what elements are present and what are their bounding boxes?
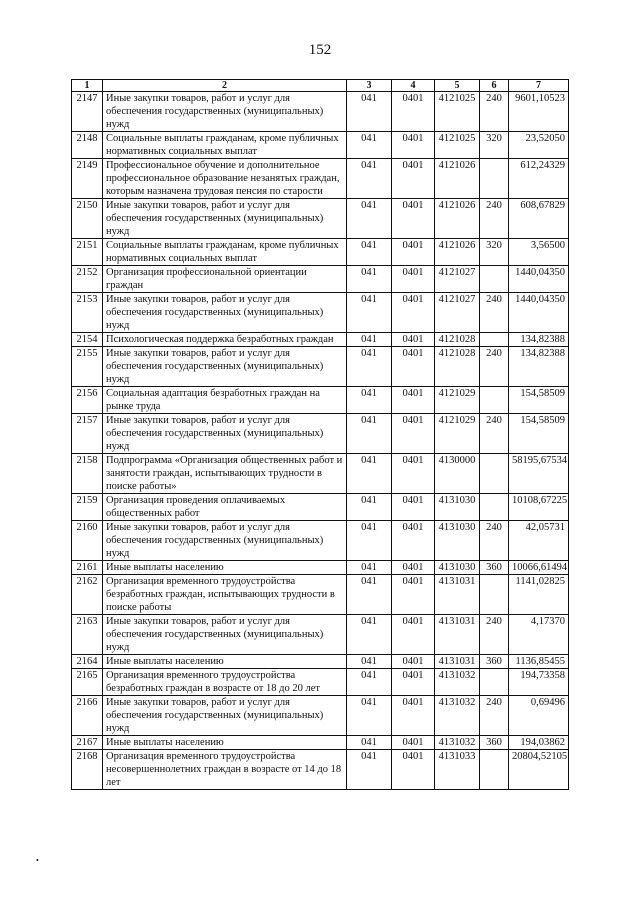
expense-type-cell: 360 xyxy=(480,561,509,575)
section-code-cell: 0401 xyxy=(392,575,435,615)
section-code-cell: 0401 xyxy=(392,696,435,736)
ministry-code-cell: 041 xyxy=(347,387,392,414)
amount-cell: 23,52050 xyxy=(509,132,569,159)
section-code-cell: 0401 xyxy=(392,333,435,347)
item-name-cell: Иные выплаты населению xyxy=(103,736,347,750)
table-row xyxy=(72,387,569,414)
item-name-cell: Социальная адаптация безработных граждан на рынке труда xyxy=(103,387,347,414)
column-header: 6 xyxy=(480,80,509,92)
table-body xyxy=(72,92,569,790)
expense-type-cell xyxy=(480,454,509,494)
target-code-cell: 4121029 xyxy=(435,387,480,414)
ministry-code-cell: 041 xyxy=(347,333,392,347)
amount-cell: 194,73358 xyxy=(509,669,569,696)
amount-cell: 154,58509 xyxy=(509,387,569,414)
table-row xyxy=(72,575,569,615)
item-name-cell: Организация проведения оплачиваемых общественных работ xyxy=(103,494,347,521)
target-code-cell: 4130000 xyxy=(435,454,480,494)
expense-type-cell xyxy=(480,750,509,790)
amount-cell: 612,24329 xyxy=(509,159,569,199)
table-row xyxy=(72,132,569,159)
ministry-code-cell: 041 xyxy=(347,494,392,521)
row-number-cell: 2156 xyxy=(72,387,103,414)
section-code-cell: 0401 xyxy=(392,132,435,159)
table-row xyxy=(72,199,569,239)
column-header: 7 xyxy=(509,80,569,92)
target-code-cell: 4131032 xyxy=(435,736,480,750)
amount-cell: 1440,04350 xyxy=(509,293,569,333)
amount-cell: 1141,02825 xyxy=(509,575,569,615)
ministry-code-cell: 041 xyxy=(347,159,392,199)
row-number-cell: 2162 xyxy=(72,575,103,615)
amount-cell: 1136,85455 xyxy=(509,655,569,669)
table-row xyxy=(72,414,569,454)
target-code-cell: 4121028 xyxy=(435,347,480,387)
column-header: 5 xyxy=(435,80,480,92)
ministry-code-cell: 041 xyxy=(347,669,392,696)
ministry-code-cell: 041 xyxy=(347,521,392,561)
expense-type-cell xyxy=(480,333,509,347)
expense-type-cell xyxy=(480,159,509,199)
row-number-cell: 2167 xyxy=(72,736,103,750)
budget-table xyxy=(71,79,569,790)
section-code-cell: 0401 xyxy=(392,239,435,266)
target-code-cell: 4121029 xyxy=(435,414,480,454)
target-code-cell: 4121025 xyxy=(435,92,480,132)
item-name-cell: Социальные выплаты гражданам, кроме публичных нормативных социальных выплат xyxy=(103,239,347,266)
table-header-row xyxy=(72,80,569,92)
table-row xyxy=(72,159,569,199)
row-number-cell: 2151 xyxy=(72,239,103,266)
item-name-cell: Организация временного трудоустройства несовершеннолетних граждан в возрасте от 14 до 18 лет xyxy=(103,750,347,790)
ministry-code-cell: 041 xyxy=(347,575,392,615)
expense-type-cell xyxy=(480,494,509,521)
table-row xyxy=(72,736,569,750)
item-name-cell: Организация профессиональной ориентации граждан xyxy=(103,266,347,293)
row-number-cell: 2159 xyxy=(72,494,103,521)
item-name-cell: Организация временного трудоустройства безработных граждан, испытывающих трудности в поиске работы xyxy=(103,575,347,615)
table-row xyxy=(72,655,569,669)
target-code-cell: 4131032 xyxy=(435,696,480,736)
amount-cell: 10066,61494 xyxy=(509,561,569,575)
row-number-cell: 2158 xyxy=(72,454,103,494)
table-row xyxy=(72,521,569,561)
row-number-cell: 2155 xyxy=(72,347,103,387)
item-name-cell: Организация временного трудоустройства безработных граждан в возрасте от 18 до 20 лет xyxy=(103,669,347,696)
amount-cell: 20804,52105 xyxy=(509,750,569,790)
table-row xyxy=(72,696,569,736)
table-row xyxy=(72,92,569,132)
table-row xyxy=(72,494,569,521)
row-number-cell: 2165 xyxy=(72,669,103,696)
row-number-cell: 2160 xyxy=(72,521,103,561)
section-code-cell: 0401 xyxy=(392,454,435,494)
amount-cell: 194,03862 xyxy=(509,736,569,750)
section-code-cell: 0401 xyxy=(392,266,435,293)
expense-type-cell: 360 xyxy=(480,655,509,669)
column-header: 1 xyxy=(72,80,103,92)
ministry-code-cell: 041 xyxy=(347,561,392,575)
row-number-cell: 2147 xyxy=(72,92,103,132)
section-code-cell: 0401 xyxy=(392,293,435,333)
amount-cell: 4,17370 xyxy=(509,615,569,655)
expense-type-cell: 320 xyxy=(480,132,509,159)
target-code-cell: 4131033 xyxy=(435,750,480,790)
target-code-cell: 4131032 xyxy=(435,669,480,696)
table-row xyxy=(72,239,569,266)
section-code-cell: 0401 xyxy=(392,347,435,387)
section-code-cell: 0401 xyxy=(392,199,435,239)
ministry-code-cell: 041 xyxy=(347,736,392,750)
target-code-cell: 4131030 xyxy=(435,494,480,521)
target-code-cell: 4131031 xyxy=(435,575,480,615)
table-row xyxy=(72,293,569,333)
stray-mark: • xyxy=(36,856,39,865)
ministry-code-cell: 041 xyxy=(347,750,392,790)
row-number-cell: 2161 xyxy=(72,561,103,575)
ministry-code-cell: 041 xyxy=(347,199,392,239)
page-number: 152 xyxy=(308,42,332,58)
row-number-cell: 2152 xyxy=(72,266,103,293)
item-name-cell: Иные выплаты населению xyxy=(103,655,347,669)
amount-cell: 608,67829 xyxy=(509,199,569,239)
expense-type-cell: 240 xyxy=(480,347,509,387)
amount-cell: 58195,67534 xyxy=(509,454,569,494)
target-code-cell: 4131030 xyxy=(435,521,480,561)
section-code-cell: 0401 xyxy=(392,615,435,655)
row-number-cell: 2153 xyxy=(72,293,103,333)
row-number-cell: 2168 xyxy=(72,750,103,790)
item-name-cell: Профессиональное обучение и дополнительное профессиональное образование незанятых граждан, которым назначена трудовая пенсия по старости xyxy=(103,159,347,199)
section-code-cell: 0401 xyxy=(392,750,435,790)
amount-cell: 1440,04350 xyxy=(509,266,569,293)
item-name-cell: Социальные выплаты гражданам, кроме публичных нормативных социальных выплат xyxy=(103,132,347,159)
section-code-cell: 0401 xyxy=(392,494,435,521)
target-code-cell: 4131031 xyxy=(435,615,480,655)
table-row xyxy=(72,454,569,494)
row-number-cell: 2150 xyxy=(72,199,103,239)
table-row xyxy=(72,333,569,347)
item-name-cell: Подпрограмма «Организация общественных работ и занятости граждан, испытывающих трудности в поиске работы» xyxy=(103,454,347,494)
row-number-cell: 2163 xyxy=(72,615,103,655)
expense-type-cell xyxy=(480,266,509,293)
section-code-cell: 0401 xyxy=(392,655,435,669)
table-row xyxy=(72,347,569,387)
amount-cell: 42,05731 xyxy=(509,521,569,561)
column-header: 2 xyxy=(103,80,347,92)
expense-type-cell: 240 xyxy=(480,615,509,655)
section-code-cell: 0401 xyxy=(392,92,435,132)
row-number-cell: 2157 xyxy=(72,414,103,454)
column-header: 4 xyxy=(392,80,435,92)
ministry-code-cell: 041 xyxy=(347,655,392,669)
expense-type-cell: 240 xyxy=(480,199,509,239)
item-name-cell: Иные закупки товаров, работ и услуг для обеспечения государственных (муниципальных) нужд xyxy=(103,696,347,736)
section-code-cell: 0401 xyxy=(392,561,435,575)
ministry-code-cell: 041 xyxy=(347,266,392,293)
target-code-cell: 4121027 xyxy=(435,266,480,293)
expense-type-cell xyxy=(480,387,509,414)
table-row xyxy=(72,750,569,790)
item-name-cell: Иные закупки товаров, работ и услуг для обеспечения государственных (муниципальных) нужд xyxy=(103,92,347,132)
target-code-cell: 4121027 xyxy=(435,293,480,333)
item-name-cell: Психологическая поддержка безработных граждан xyxy=(103,333,347,347)
amount-cell: 0,69496 xyxy=(509,696,569,736)
section-code-cell: 0401 xyxy=(392,159,435,199)
ministry-code-cell: 041 xyxy=(347,293,392,333)
expense-type-cell xyxy=(480,669,509,696)
expense-type-cell: 240 xyxy=(480,414,509,454)
amount-cell: 134,82388 xyxy=(509,333,569,347)
item-name-cell: Иные закупки товаров, работ и услуг для обеспечения государственных (муниципальных) нужд xyxy=(103,293,347,333)
amount-cell: 9601,10523 xyxy=(509,92,569,132)
item-name-cell: Иные закупки товаров, работ и услуг для обеспечения государственных (муниципальных) нужд xyxy=(103,521,347,561)
amount-cell: 134,82388 xyxy=(509,347,569,387)
item-name-cell: Иные закупки товаров, работ и услуг для обеспечения государственных (муниципальных) нужд xyxy=(103,347,347,387)
section-code-cell: 0401 xyxy=(392,414,435,454)
ministry-code-cell: 041 xyxy=(347,239,392,266)
row-number-cell: 2149 xyxy=(72,159,103,199)
table-row xyxy=(72,669,569,696)
column-header: 3 xyxy=(347,80,392,92)
expense-type-cell: 320 xyxy=(480,239,509,266)
expense-type-cell xyxy=(480,575,509,615)
ministry-code-cell: 041 xyxy=(347,696,392,736)
ministry-code-cell: 041 xyxy=(347,414,392,454)
item-name-cell: Иные закупки товаров, работ и услуг для обеспечения государственных (муниципальных) нужд xyxy=(103,615,347,655)
section-code-cell: 0401 xyxy=(392,669,435,696)
expense-type-cell: 360 xyxy=(480,736,509,750)
amount-cell: 154,58509 xyxy=(509,414,569,454)
ministry-code-cell: 041 xyxy=(347,132,392,159)
expense-type-cell: 240 xyxy=(480,293,509,333)
target-code-cell: 4131031 xyxy=(435,655,480,669)
target-code-cell: 4121026 xyxy=(435,199,480,239)
item-name-cell: Иные выплаты населению xyxy=(103,561,347,575)
expense-type-cell: 240 xyxy=(480,696,509,736)
amount-cell: 10108,67225 xyxy=(509,494,569,521)
row-number-cell: 2164 xyxy=(72,655,103,669)
row-number-cell: 2148 xyxy=(72,132,103,159)
ministry-code-cell: 041 xyxy=(347,92,392,132)
target-code-cell: 4121025 xyxy=(435,132,480,159)
item-name-cell: Иные закупки товаров, работ и услуг для обеспечения государственных (муниципальных) нужд xyxy=(103,414,347,454)
table-row xyxy=(72,561,569,575)
target-code-cell: 4121028 xyxy=(435,333,480,347)
amount-cell: 3,56500 xyxy=(509,239,569,266)
section-code-cell: 0401 xyxy=(392,521,435,561)
ministry-code-cell: 041 xyxy=(347,454,392,494)
table-row xyxy=(72,266,569,293)
section-code-cell: 0401 xyxy=(392,387,435,414)
item-name-cell: Иные закупки товаров, работ и услуг для обеспечения государственных (муниципальных) нужд xyxy=(103,199,347,239)
expense-type-cell: 240 xyxy=(480,92,509,132)
ministry-code-cell: 041 xyxy=(347,615,392,655)
target-code-cell: 4121026 xyxy=(435,159,480,199)
table-row xyxy=(72,615,569,655)
expense-type-cell: 240 xyxy=(480,521,509,561)
target-code-cell: 4131030 xyxy=(435,561,480,575)
row-number-cell: 2154 xyxy=(72,333,103,347)
ministry-code-cell: 041 xyxy=(347,347,392,387)
row-number-cell: 2166 xyxy=(72,696,103,736)
target-code-cell: 4121026 xyxy=(435,239,480,266)
section-code-cell: 0401 xyxy=(392,736,435,750)
